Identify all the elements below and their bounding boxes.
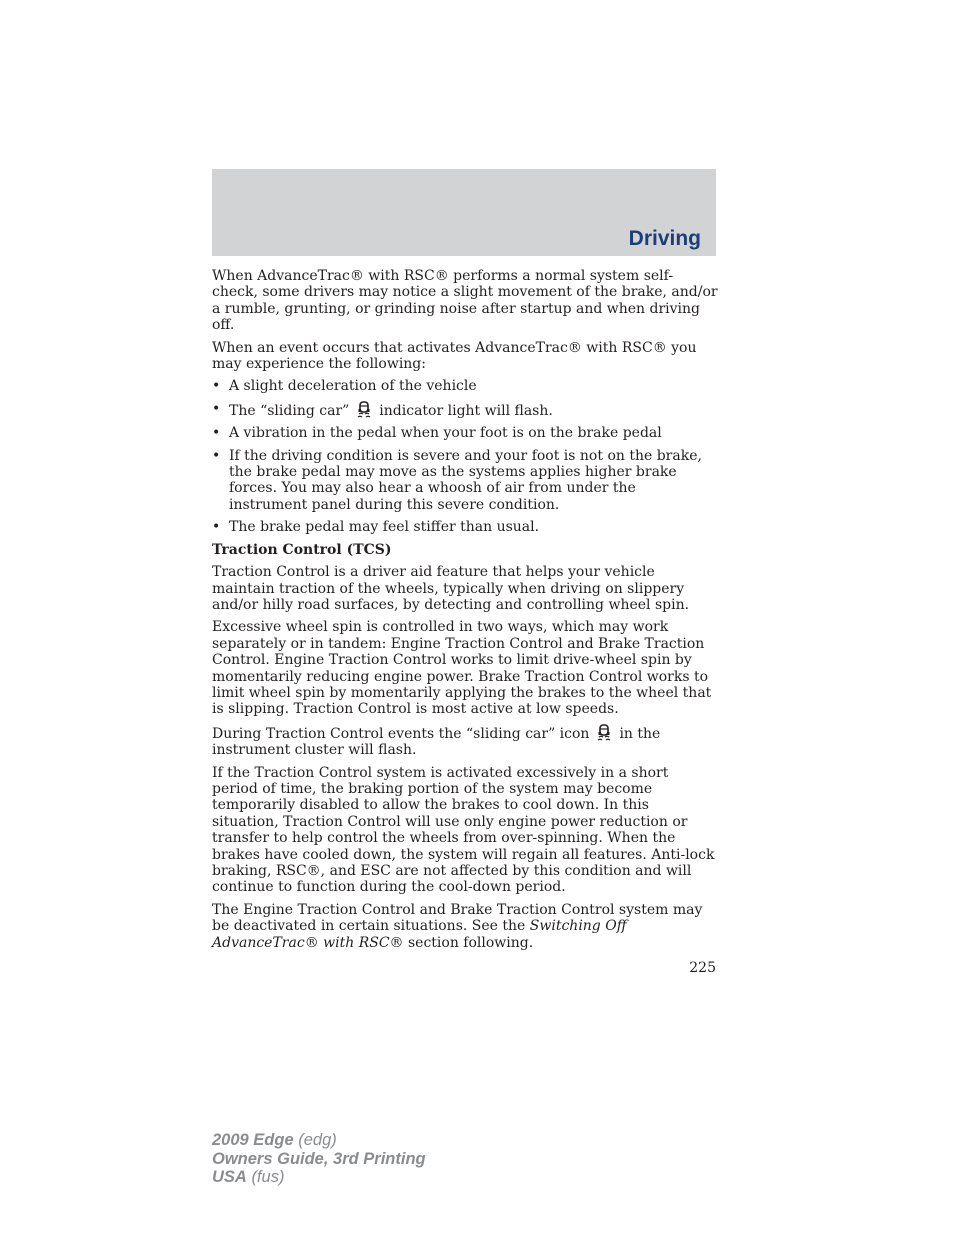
tcs-paragraph-5 xyxy=(212,902,718,951)
footer-line-1 xyxy=(212,1131,426,1150)
list-item-text: A slight deceleration of the vehicle xyxy=(229,378,477,395)
bullet-marker: • xyxy=(212,400,221,417)
list-item-text: The brake pedal may feel stiffer than usual. xyxy=(229,519,540,536)
footer-guide: Owners Guide, 3rd Printing xyxy=(212,1149,426,1168)
tcs-paragraph-2: Excessive wheel spin is controlled in two ways, which may work separately or in tandem: Engine Traction Control and Brake Traction Control. Engine Traction Control works to limit drive-wheel spin by momentarily reducing engine power. Brake Traction Control works to limit wheel spin by momentarily applying the brakes to the wheel that is slipping. Traction Control is most active at low speeds. xyxy=(212,619,712,718)
bullet-marker: • xyxy=(212,447,221,464)
intro-paragraph-1: When AdvanceTrac® with RSC® performs a normal system self-check, some drivers may notice a slight movement of the brake, and/or a rumble, grunting, or grinding noise after startup and when driving off. xyxy=(212,268,718,334)
page-number: 225 xyxy=(689,960,716,976)
bullet-marker: • xyxy=(212,425,221,442)
page-body xyxy=(212,268,718,957)
sliding-car-icon xyxy=(597,724,611,742)
section-header-band xyxy=(212,169,716,256)
paragraph-text: The Engine Traction Control and Brake Traction Control system may be deactivated in certain situations. See the xyxy=(212,901,703,935)
list-item xyxy=(212,378,718,394)
effects-list xyxy=(212,378,718,535)
list-item-text: The “sliding car” xyxy=(229,402,350,419)
paragraph-text: section following. xyxy=(408,934,534,951)
list-item-text: A vibration in the pedal when your foot is on the brake pedal xyxy=(229,425,662,442)
list-item-text: If the driving condition is severe and your foot is not on the brake, the brake pedal may move as the systems applies higher brake forces. You may also hear a whoosh of air from under the instrument panel during this severe condition. xyxy=(229,447,702,513)
footer-model-code: (edg) xyxy=(298,1131,337,1149)
tcs-paragraph-3 xyxy=(212,724,718,759)
list-item xyxy=(212,519,718,535)
list-item xyxy=(212,401,718,419)
cross-reference: Switching Off AdvanceTrac® with RSC® xyxy=(212,918,627,951)
footer-line-3 xyxy=(212,1168,426,1187)
list-item xyxy=(212,425,718,441)
tcs-paragraph-1: Traction Control is a driver aid feature that helps your vehicle maintain traction of the wheels, typically when driving on slippery and/or hilly road surfaces, by detecting and controlling wheel spin. xyxy=(212,564,690,613)
footer-line-2 xyxy=(212,1150,426,1169)
bullet-marker: • xyxy=(212,519,221,536)
subsection-heading: Traction Control (TCS) xyxy=(212,541,392,558)
list-item xyxy=(212,448,718,514)
document-footer xyxy=(212,1131,426,1187)
footer-market-code: (fus) xyxy=(251,1168,285,1186)
footer-market: USA xyxy=(212,1168,247,1186)
section-title: Driving xyxy=(628,227,701,250)
paragraph-text: in the instrument cluster will flash. xyxy=(212,725,661,759)
list-item-text: indicator light will flash. xyxy=(379,402,553,419)
paragraph-text: During Traction Control events the “sliding car” icon xyxy=(212,725,590,742)
footer-model: 2009 Edge xyxy=(212,1131,294,1149)
tcs-paragraph-4: If the Traction Control system is activated excessively in a short period of time, the braking portion of the system may become temporarily disabled to allow the brakes to cool down. In this situation, Traction Control will use only engine power reduction or transfer to help control the wheels from over-spinning. When the brakes have cooled down, the system will regain all features. Anti-lock braking, RSC®, and ESC are not affected by this condition and will continue to function during the cool-down period. xyxy=(212,764,715,896)
intro-paragraph-2: When an event occurs that activates AdvanceTrac® with RSC® you may experience the following: xyxy=(212,339,697,373)
sliding-car-icon xyxy=(357,401,371,419)
bullet-marker: • xyxy=(212,378,221,395)
